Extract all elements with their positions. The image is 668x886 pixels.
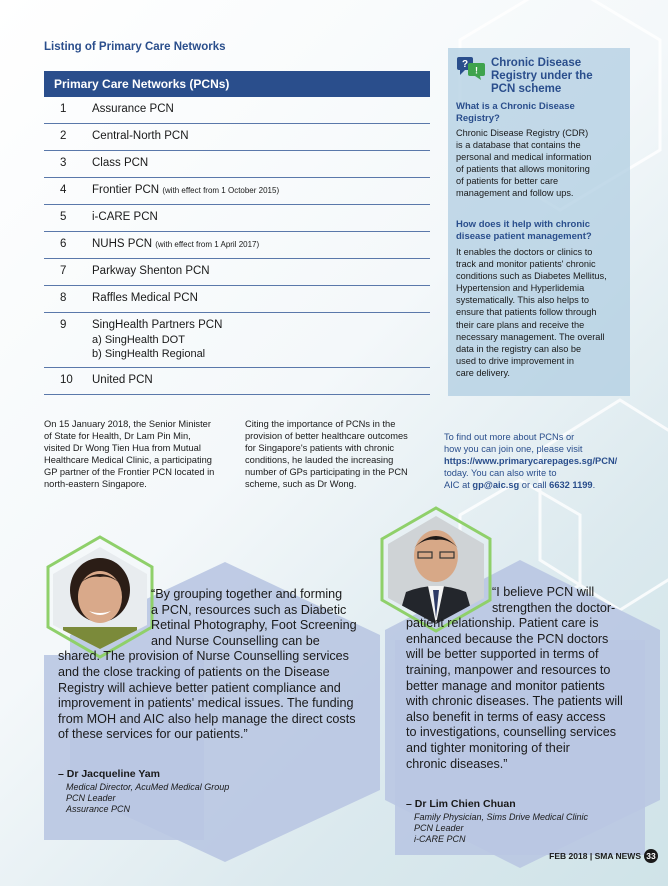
- row-name: Assurance PCN: [92, 103, 174, 115]
- listing-title: Listing of Primary Care Networks: [44, 41, 226, 53]
- row-name: i-CARE PCN: [92, 211, 158, 223]
- table-row: [44, 313, 430, 368]
- cdr-question-2: How does it help with chronic disease patient management?: [456, 219, 592, 242]
- table-row: [44, 205, 430, 232]
- cdr-info-box: [448, 48, 630, 396]
- row-number: 10: [60, 374, 73, 386]
- row-name: Frontier PCN (with effect from 1 October 2015): [92, 184, 280, 196]
- row-name: Raffles Medical PCN: [92, 292, 198, 304]
- dr-jacqueline-yam-photo: [51, 545, 149, 651]
- table-row: [44, 124, 430, 151]
- quote1-author: – Dr Jacqueline Yam: [58, 768, 160, 780]
- row-name: Central-North PCN: [92, 130, 189, 142]
- cdr-question-1: What is a Chronic Disease Registry?: [456, 101, 575, 124]
- question-speech-bubbles-icon: [456, 56, 486, 80]
- pcn-table: [44, 71, 430, 395]
- cdr-answer-1: Chronic Disease Registry (CDR) is a database that contains the personal and medical information of patients that allows monitoring of patients for better care management and follow ups.: [456, 128, 592, 199]
- quote2-author: – Dr Lim Chien Chuan: [406, 798, 516, 810]
- row-number: 1: [60, 103, 67, 115]
- row-sub-item: b) SingHealth Regional: [92, 348, 206, 360]
- row-note: (with effect from 1 October 2015): [162, 186, 280, 195]
- row-name: Class PCN: [92, 157, 149, 169]
- dr-lim-chien-chuan-photo: [386, 514, 486, 626]
- table-row: [44, 178, 430, 205]
- row-name: Parkway Shenton PCN: [92, 265, 210, 277]
- table-row: [44, 232, 430, 259]
- row-name: NUHS PCN (with effect from 1 April 2017): [92, 238, 260, 250]
- quote2-author-roles: Family Physician, Sims Drive Medical Clinic PCN Leader i-CARE PCN: [414, 812, 589, 844]
- table-row: [44, 286, 430, 313]
- row-name: SingHealth Partners PCN: [92, 319, 223, 331]
- table-row: [44, 97, 430, 124]
- article-column-2: Citing the importance of PCNs in the provision of better healthcare outcomes for Singapore's patients with chronic conditions, he lauded the increasing number of GPs participating in the PCN scheme, such as Dr Wong.: [245, 419, 408, 489]
- row-number: 3: [60, 157, 67, 169]
- row-number: 8: [60, 292, 67, 304]
- quote1-author-roles: Medical Director, AcuMed Medical Group PCN Leader Assurance PCN: [66, 782, 230, 814]
- row-sub-item: a) SingHealth DOT: [92, 334, 185, 346]
- pcn-table-header: Primary Care Networks (PCNs): [44, 71, 430, 97]
- row-name: United PCN: [92, 374, 153, 386]
- cdr-answer-2: It enables the doctors or clinics to track and monitor patients' chronic conditions such as Diabetes Mellitus, Hypertension and Hyperlidemia systematically. This also helps to ensure that patients follow through their care plans and receive the necessary management. The overall data in the registry can also be used to drive improvement in care delivery.: [456, 247, 607, 378]
- issue-date: FEB 2018: [549, 851, 588, 861]
- page-number: 33: [644, 849, 658, 863]
- svg-text:!: !: [475, 65, 478, 76]
- aic-email-link[interactable]: gp@aic.sg: [472, 480, 520, 490]
- cdr-title: Chronic Disease Registry under the PCN scheme: [491, 57, 593, 95]
- pcn-website-link[interactable]: https://www.primarycarepages.sg/PCN/: [444, 456, 618, 466]
- page-footer: FEB 2018 | SMA NEWS 33: [549, 849, 658, 863]
- magazine-name: SMA NEWS: [594, 851, 641, 861]
- magazine-page: Listing of Primary Care Networks Primary Care Networks (PCNs) 1 Assurance PCN 2 Central-North PCN 3 Class PCN 4 Frontier PCN (with effect from 1 October 2015) 5 i-CARE PCN 6 NUHS PCN (with effect from 1 April 2017) 7 Parkway Shenton PCN 8 Raffles Medical PCN 9 SingHealth Partners PCN a) SingHealth DOT b) SingHealth Regional 10 United PCN ? ! Chronic Disease Registry under the PCN scheme What is a Chronic Disease Registry? Chronic Disease Registry (CDR) is a database that contains the personal and medical information of patients that allows monitoring of patients for better care management and follow ups. How does it help with chronic disease patient management? It enables the doctors or clinics to track and monitor patients' chronic conditions such as Diabetes Mellitus, Hypertension and Hyperlidemia systematically. This also helps to ensure that patients follow through their care plans and receive the necessary management. The overall data in the registry can also be used to drive improvement in care delivery. On 15 January 2018, the Senior Minister of State for Health, Dr Lam Pin Min, visited Dr Wong Tien Hua from Mutual Healthcare Medical Clinic, a participating GP partner of the Frontier PCN located in north-eastern Singapore. Citing the importance of PCNs in the provision of better healthcare outcomes for Singapore's patients with chronic conditions, he lauded the increasing number of GPs participating in the PCN scheme, such as Dr Wong. To find out more about PCNs or how you can join one, please visit https://www.primarycarepages.sg/PCN/ today. You can also write to AIC at gp@aic.sg or call 6632 1199. “By grouping together and forming a PCN, resources such as Diabetic Retinal Photography, Foot Screening and Nurse Counselling can be shared. The provision of Nurse Counselling services and the close tracking of patients on the Disease Registry will achieve better patient compliance and improvement in patients' medical issues. The funding from MOH and AIC also help manage the direct costs of these services for our patients.” – Dr Jacqueline Yam Medical Director, AcuMed Medical Group PCN Leader Assurance PCN “I believe PCN will strengthen the doctor- patient relationship. Patient care is enhanced because the PCN doctors will be better supported in terms of training, manpower and resources to better manage and monitor patients with chronic diseases. The patients will also benefit in terms of easy access to investigations, counselling services and tighter monitoring of their chronic diseases.” – Dr Lim Chien Chuan Family Physician, Sims Drive Medical Clinic PCN Leader i-CARE PCN FEB 2018 | SMA NEWS 33: [0, 0, 668, 886]
- table-row: [44, 368, 430, 395]
- table-row: [44, 151, 430, 178]
- row-number: 2: [60, 130, 67, 142]
- row-number: 7: [60, 265, 67, 277]
- table-row: [44, 259, 430, 286]
- svg-text:?: ?: [461, 59, 469, 70]
- row-number: 5: [60, 211, 67, 223]
- aic-phone: 6632 1199: [549, 480, 593, 490]
- row-number: 6: [60, 238, 67, 250]
- row-number: 9: [60, 319, 67, 331]
- row-note: (with effect from 1 April 2017): [155, 240, 260, 249]
- contact-info: To find out more about PCNs or how you can join one, please visit https://www.primarycarepages.sg/PCN/ today. You can also write to AIC at gp@aic.sg or call 6632 1199.: [444, 432, 618, 490]
- row-number: 4: [60, 184, 67, 196]
- article-column-1: On 15 January 2018, the Senior Minister of State for Health, Dr Lam Pin Min, visited Dr Wong Tien Hua from Mutual Healthcare Medical Clinic, a participating GP partner of the Frontier PCN located in north-eastern Singapore.: [44, 419, 215, 489]
